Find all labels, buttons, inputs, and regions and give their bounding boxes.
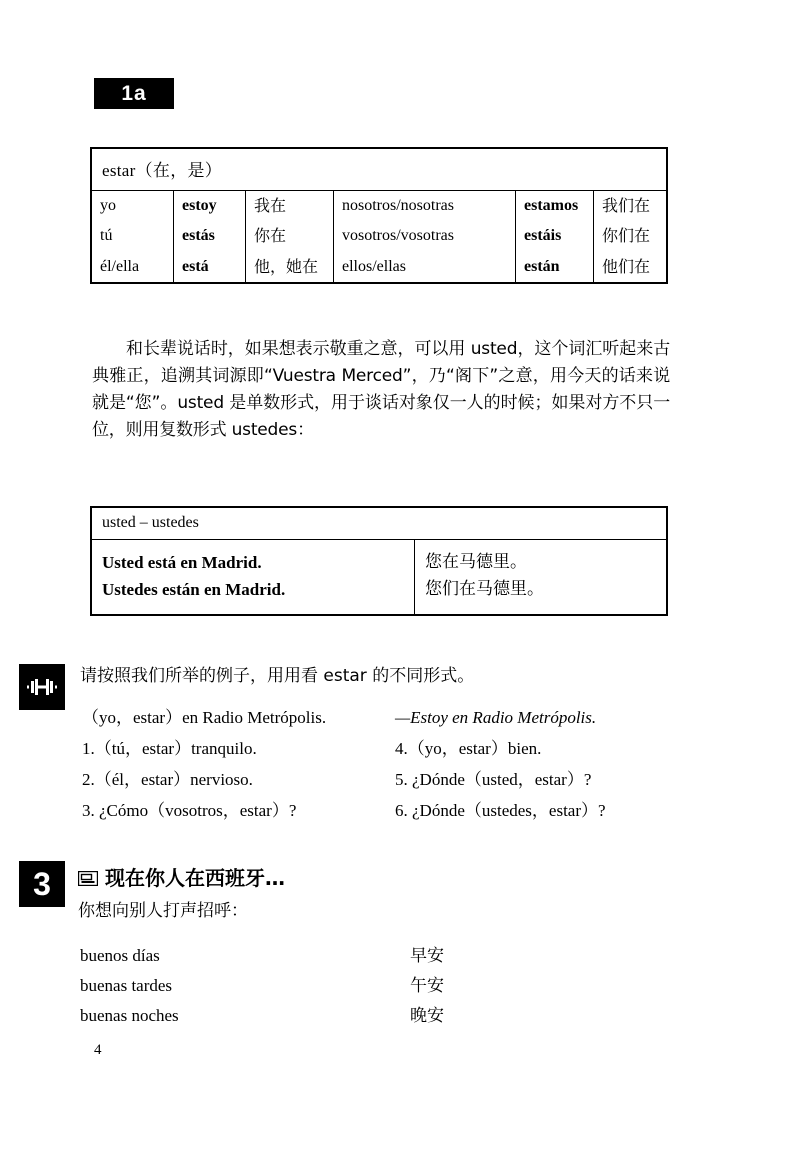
greeting-chinese: 早安	[410, 946, 444, 966]
greeting-spanish: buenos días	[80, 946, 160, 965]
cassette-icon	[78, 871, 98, 886]
usted-ustedes-box	[90, 506, 668, 616]
usted-box-header: usted – ustedes	[92, 508, 666, 540]
table-cell-pronoun: vosotros/vosotras	[334, 221, 516, 251]
exercise-item-1: 1.（tú，estar）tranquilo.	[82, 739, 257, 758]
greetings-marker-number: 3	[33, 866, 51, 902]
exercise-item-5: 5. ¿Dónde（usted，estar）?	[395, 770, 592, 789]
greetings-heading-row	[78, 865, 285, 891]
estar-conjugation-table	[90, 147, 668, 284]
usted-box-grid	[92, 540, 666, 614]
greeting-spanish: buenas noches	[80, 1006, 179, 1025]
exercise-instruction: 请按照我们所举的例子，用用看 estar 的不同形式。	[80, 666, 475, 686]
table-cell-pronoun: él/ella	[92, 252, 174, 282]
section-tab-1a: 1a	[94, 78, 174, 109]
exercise-item-2: 2.（él，estar）nervioso.	[82, 770, 253, 789]
greetings-section-marker	[19, 861, 65, 907]
exercise-item-3: 3. ¿Cómo（vosotros，estar）?	[82, 801, 297, 820]
table-cell-form: estoy	[174, 191, 246, 221]
greeting-spanish: buenas tardes	[80, 976, 173, 995]
table-cell-form: están	[516, 252, 594, 282]
table-cell-form: está	[174, 252, 246, 282]
table-cell-pronoun: yo	[92, 191, 174, 221]
table-cell-chinese: 你在	[246, 221, 334, 251]
usted-example-chinese: 您在马德里。	[425, 552, 527, 572]
greetings-heading-text: 现在你人在西班牙…	[105, 866, 285, 890]
exercise-example-answer: —Estoy en Radio Metrópolis.	[395, 708, 597, 727]
greeting-row	[80, 971, 500, 1001]
table-cell-pronoun: tú	[92, 221, 174, 251]
table-cell-form: estáis	[516, 221, 594, 251]
table-cell-chinese: 他们在	[602, 256, 651, 276]
exercise-item-4: 4.（yo，estar）bien.	[395, 739, 542, 758]
usted-spanish-column	[92, 540, 414, 614]
table-cell-form: estás	[174, 221, 246, 251]
exercise-marker	[19, 664, 65, 710]
table-cell-chinese: 我们在	[602, 196, 651, 215]
table-cell-pronoun: ellos/ellas	[334, 252, 516, 282]
conjugation-table-header: estar（在，是）	[92, 149, 666, 191]
dumbbell-icon	[25, 677, 59, 697]
usted-chinese-column	[414, 540, 666, 614]
conjugation-grid	[92, 191, 666, 282]
usted-example-chinese: 您们在马德里。	[425, 579, 544, 599]
exercise-example-prompt: （yo，estar）en Radio Metrópolis.	[82, 708, 327, 727]
exercise-items	[82, 702, 694, 826]
table-cell-form: estamos	[516, 191, 594, 221]
table-cell-chinese: 我在	[246, 191, 334, 221]
usted-example-spanish: Usted está en Madrid.	[102, 553, 262, 572]
page-number: 4	[94, 1042, 102, 1058]
greetings-list	[80, 941, 500, 1031]
usted-example-spanish: Ustedes están en Madrid.	[102, 580, 286, 599]
exercise-item-6: 6. ¿Dónde（ustedes，estar）?	[395, 801, 606, 820]
greeting-row	[80, 941, 500, 971]
table-cell-chinese: 他，她在	[246, 252, 334, 282]
usted-explanation-paragraph: 和长辈说话时，如果想表示敬重之意，可以用 usted，这个词汇听起来古典雅正，追溯其词源即“Vuestra Merced”，乃“阁下”之意，用今天的话来说就是“您”。usted 是单数形式，用于谈话对象仅一人的时候；如果对方不只一位，则用复数形式 ustedes：	[92, 339, 670, 440]
greeting-row	[80, 1001, 500, 1031]
table-cell-pronoun: nosotros/nosotras	[334, 191, 516, 221]
greeting-chinese: 午安	[410, 976, 444, 996]
table-cell-chinese: 你们在	[602, 226, 651, 246]
greeting-chinese: 晚安	[410, 1006, 444, 1026]
greetings-subheading: 你想向别人打声招呼：	[78, 901, 248, 921]
